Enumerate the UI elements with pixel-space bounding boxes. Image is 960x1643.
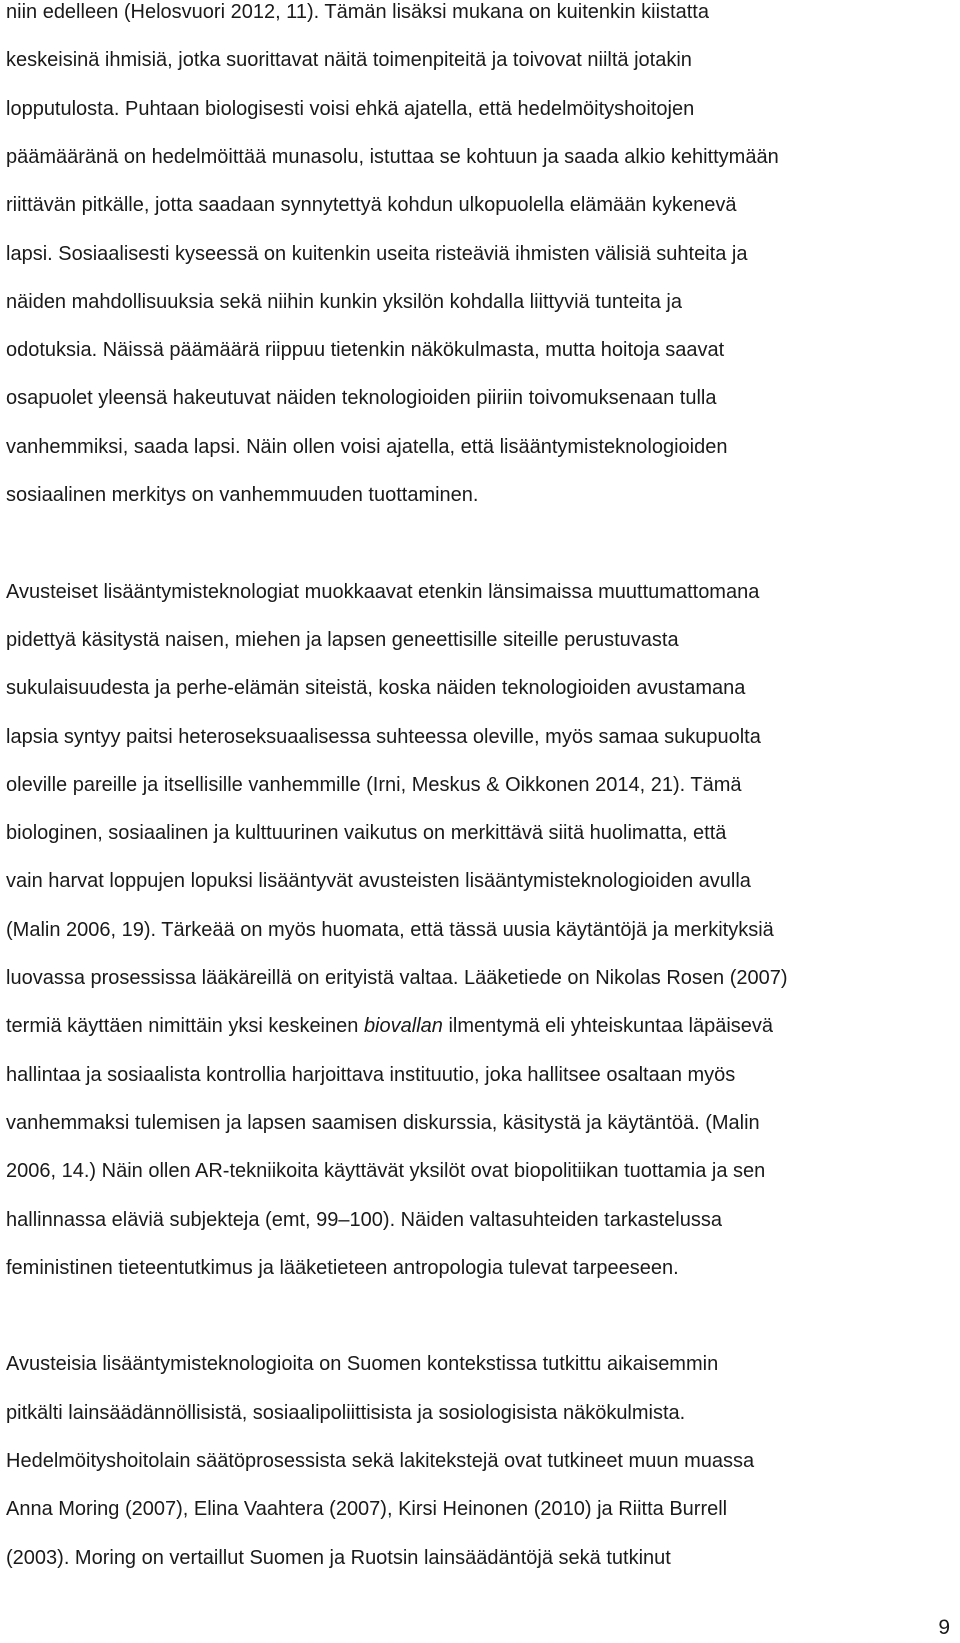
text-line: riittävän pitkälle, jotta saadaan synnytettyä kohdun ulkopuolella elämään kykenevä bbox=[6, 194, 737, 217]
text-line: keskeisinä ihmisiä, jotka suorittavat näitä toimenpiteitä ja toivovat niiltä jotakin bbox=[6, 49, 692, 72]
text-line: Hedelmöityshoitolain säätöprosessista sekä lakitekstejä ovat tutkineet muun muassa bbox=[6, 1450, 755, 1472]
text-line: vanhemmaksi tulemisen ja lapsen saamisen diskurssia, käsitystä ja käytäntöä. (Malin bbox=[6, 1111, 760, 1134]
text-line: hallintaa ja sosiaalista kontrollia harjoittava instituutio, joka hallitsee osaltaan myös bbox=[6, 1063, 736, 1086]
text-line: Anna Moring (2007), Elina Vaahtera (2007), Kirsi Heinonen (2010) ja Riitta Burrell bbox=[6, 1498, 728, 1521]
text-line: oleville pareille ja itsellisille vanhemmille (Irni, Meskus & Oikkonen 2014, 21). Tämä bbox=[6, 773, 742, 796]
text-line: lapsi. Sosiaalisesti kyseessä on kuitenkin useita risteäviä ihmisten välisiä suhteita ja bbox=[6, 242, 748, 265]
text-line: 2006, 14.) Näin ollen AR-tekniikoita käyttävät yksilöt ovat biopolitiikan tuottamia ja sen bbox=[6, 1160, 766, 1183]
text-line: termiä käyttäen nimittäin yksi keskeinen biovallan ilmentymä eli yhteiskuntaa läpäisevä bbox=[6, 1015, 774, 1038]
text-line: päämääränä on hedelmöittää munasolu, istuttaa se kohtuun ja saada alkio kehittymään bbox=[6, 145, 779, 168]
text-line: (Malin 2006, 19). Tärkeää on myös huomata, että tässä uusia käytäntöjä ja merkityksiä bbox=[6, 918, 774, 941]
text-line: vain harvat loppujen lopuksi lisääntyvät avusteisten lisääntymisteknologioiden avulla bbox=[6, 870, 751, 893]
text-line: hallinnassa eläviä subjekteja (emt, 99–100). Näiden valtasuhteiden tarkastelussa bbox=[6, 1208, 722, 1231]
text-line: biologinen, sosiaalinen ja kulttuurinen vaikutus on merkittävä siitä huolimatta, että bbox=[6, 822, 727, 845]
text-line: Avusteisia lisääntymisteknologioita on Suomen kontekstissa tutkittu aikaisemmin bbox=[6, 1353, 719, 1376]
emphasis-term: biovallan bbox=[363, 1015, 443, 1038]
text-line: sukulaisuudesta ja perhe-elämän siteistä, koska näiden teknologioiden avustamana bbox=[6, 677, 746, 700]
page-number: 9 bbox=[938, 1616, 950, 1639]
text-line: pidettyä käsitystä naisen, miehen ja lapsen geneettisille siteille perustuvasta bbox=[6, 628, 679, 651]
text-line: lopputulosta. Puhtaan biologisesti voisi ehkä ajatella, että hedelmöityshoitojen bbox=[6, 97, 695, 120]
text-line: vanhemmiksi, saada lapsi. Näin ollen voisi ajatella, että lisääntymisteknologioiden bbox=[6, 435, 728, 458]
text-line: feministinen tieteentutkimus ja lääketieteen antropologia tulevat tarpeeseen. bbox=[6, 1256, 679, 1279]
text-line: Avusteiset lisääntymisteknologiat muokkaavat etenkin länsimaissa muuttumattomana bbox=[6, 580, 760, 603]
text-line: lapsia syntyy paitsi heteroseksuaalisessa suhteessa oleville, myös samaa sukupuolta bbox=[6, 725, 761, 748]
text-line: näiden mahdollisuuksia sekä niihin kunkin yksilön kohdalla liittyviä tunteita ja bbox=[6, 290, 682, 313]
text-line: odotuksia. Näissä päämäärä riippuu tietenkin näkökulmasta, mutta hoitoja saavat bbox=[6, 339, 725, 362]
text-line: pitkälti lainsäädännöllisistä, sosiaalipoliittisista ja sosiologisista näkökulmista. bbox=[6, 1401, 686, 1424]
text-line: niin edelleen (Helosvuori 2012, 11). Tämän lisäksi mukana on kuitenkin kiistatta bbox=[6, 1, 709, 23]
text-line: sosiaalinen merkitys on vanhemmuuden tuottaminen. bbox=[6, 484, 479, 506]
text-line: luovassa prosessissa lääkäreillä on erityistä valtaa. Lääketiede on Nikolas Rosen (2007) bbox=[6, 967, 788, 989]
text-line: osapuolet yleensä hakeutuvat näiden teknologioiden piiriin toivomuksenaan tulla bbox=[6, 387, 717, 410]
text-line: (2003). Moring on vertaillut Suomen ja Ruotsin lainsäädäntöjä sekä tutkinut bbox=[6, 1546, 671, 1569]
